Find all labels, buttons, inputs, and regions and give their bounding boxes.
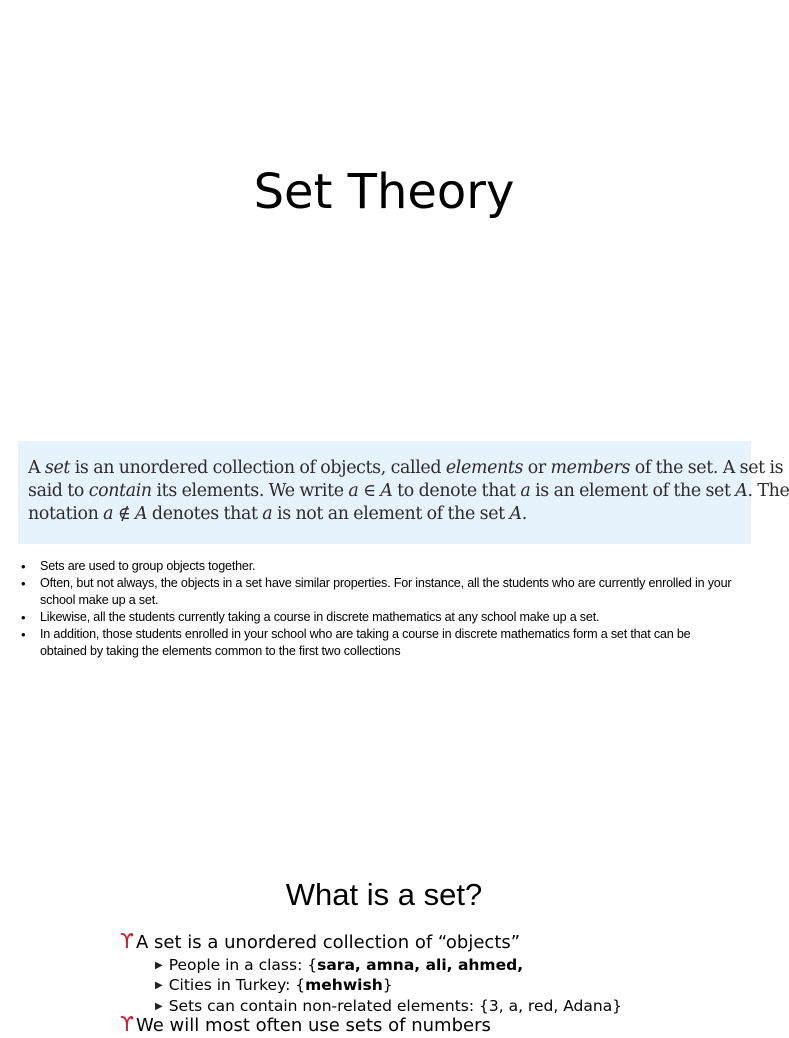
- text-segment: of the set. A set is: [630, 458, 784, 478]
- sub-point: [155, 955, 523, 976]
- page-title: Set Theory: [253, 164, 515, 220]
- text-segment: is an element of the set: [530, 481, 736, 501]
- slide-what-is-a-set: [0, 860, 768, 1036]
- math-not-element-of: a ∉ A: [103, 504, 148, 524]
- triangle-bullet-icon: ▶: [155, 960, 163, 971]
- slide-title: What is a set?: [285, 877, 483, 912]
- math-var: A: [509, 504, 522, 524]
- definition-line-3: [28, 503, 741, 526]
- text-segment: or: [523, 458, 551, 478]
- sub-point-bold: sara, amna, ali, ahmed,: [317, 956, 524, 974]
- next-point: [120, 1012, 491, 1038]
- sub-point-text: Cities in Turkey: {: [168, 976, 306, 994]
- triangle-bullet-icon: ▶: [155, 980, 163, 991]
- term-contain: contain: [88, 481, 152, 501]
- sub-point-tail: }: [382, 976, 393, 994]
- term-set: set: [44, 458, 71, 478]
- main-point-text: A set is a unordered collection of “objects”: [135, 932, 521, 953]
- bullet-list: [20, 558, 740, 660]
- text-segment: to denote that: [392, 481, 521, 501]
- definition-box: [18, 441, 789, 544]
- text-segment: is an unordered collection of objects, called: [70, 458, 446, 478]
- text-segment: said to: [28, 481, 89, 501]
- text-segment: .: [521, 504, 527, 524]
- math-element-of: a ∈ A: [348, 481, 393, 501]
- list-item: • Often, but not always, the objects in a set have similar properties. For instance, all the students who are currently enrolled in your school make up a set.: [20, 575, 740, 609]
- term-members: members: [550, 458, 631, 478]
- term-elements: elements: [445, 458, 524, 478]
- definition-line-2: [28, 480, 789, 503]
- next-point-text: We will most often use sets of numbers: [135, 1015, 491, 1036]
- sub-point: [155, 975, 393, 996]
- text-segment: denotes that: [147, 504, 263, 524]
- sub-point-text: Sets can contain non-related elements: {3, a, red, Adana}: [168, 997, 623, 1015]
- list-item: • Sets are used to group objects together.: [20, 558, 740, 575]
- text-segment: . The: [747, 481, 789, 501]
- sub-point-bold: mehwish: [305, 976, 383, 994]
- definition-line-1: [28, 457, 784, 480]
- text-segment: its elements. We write: [151, 481, 349, 501]
- list-item: • Likewise, all the students currently taking a course in discrete mathematics at any school make up a set.: [20, 609, 740, 626]
- text-segment: is not an element of the set: [272, 504, 510, 524]
- math-var: A: [735, 481, 748, 501]
- text-segment: notation: [28, 504, 104, 524]
- math-var: a: [520, 481, 531, 501]
- list-item: • In addition, those students enrolled in your school who are taking a course in discrete mathematics form a set that can be obtained by taking the elements common to the first two collections: [20, 626, 740, 660]
- main-point: [120, 929, 520, 955]
- sub-point-text: People in a class: {: [168, 956, 318, 974]
- math-var: a: [262, 504, 273, 524]
- text-segment: A: [28, 458, 45, 478]
- bullet-marker-icon: ϒ: [120, 1012, 134, 1036]
- bullet-marker-icon: ϒ: [120, 929, 134, 953]
- triangle-bullet-icon: ▶: [155, 1001, 163, 1012]
